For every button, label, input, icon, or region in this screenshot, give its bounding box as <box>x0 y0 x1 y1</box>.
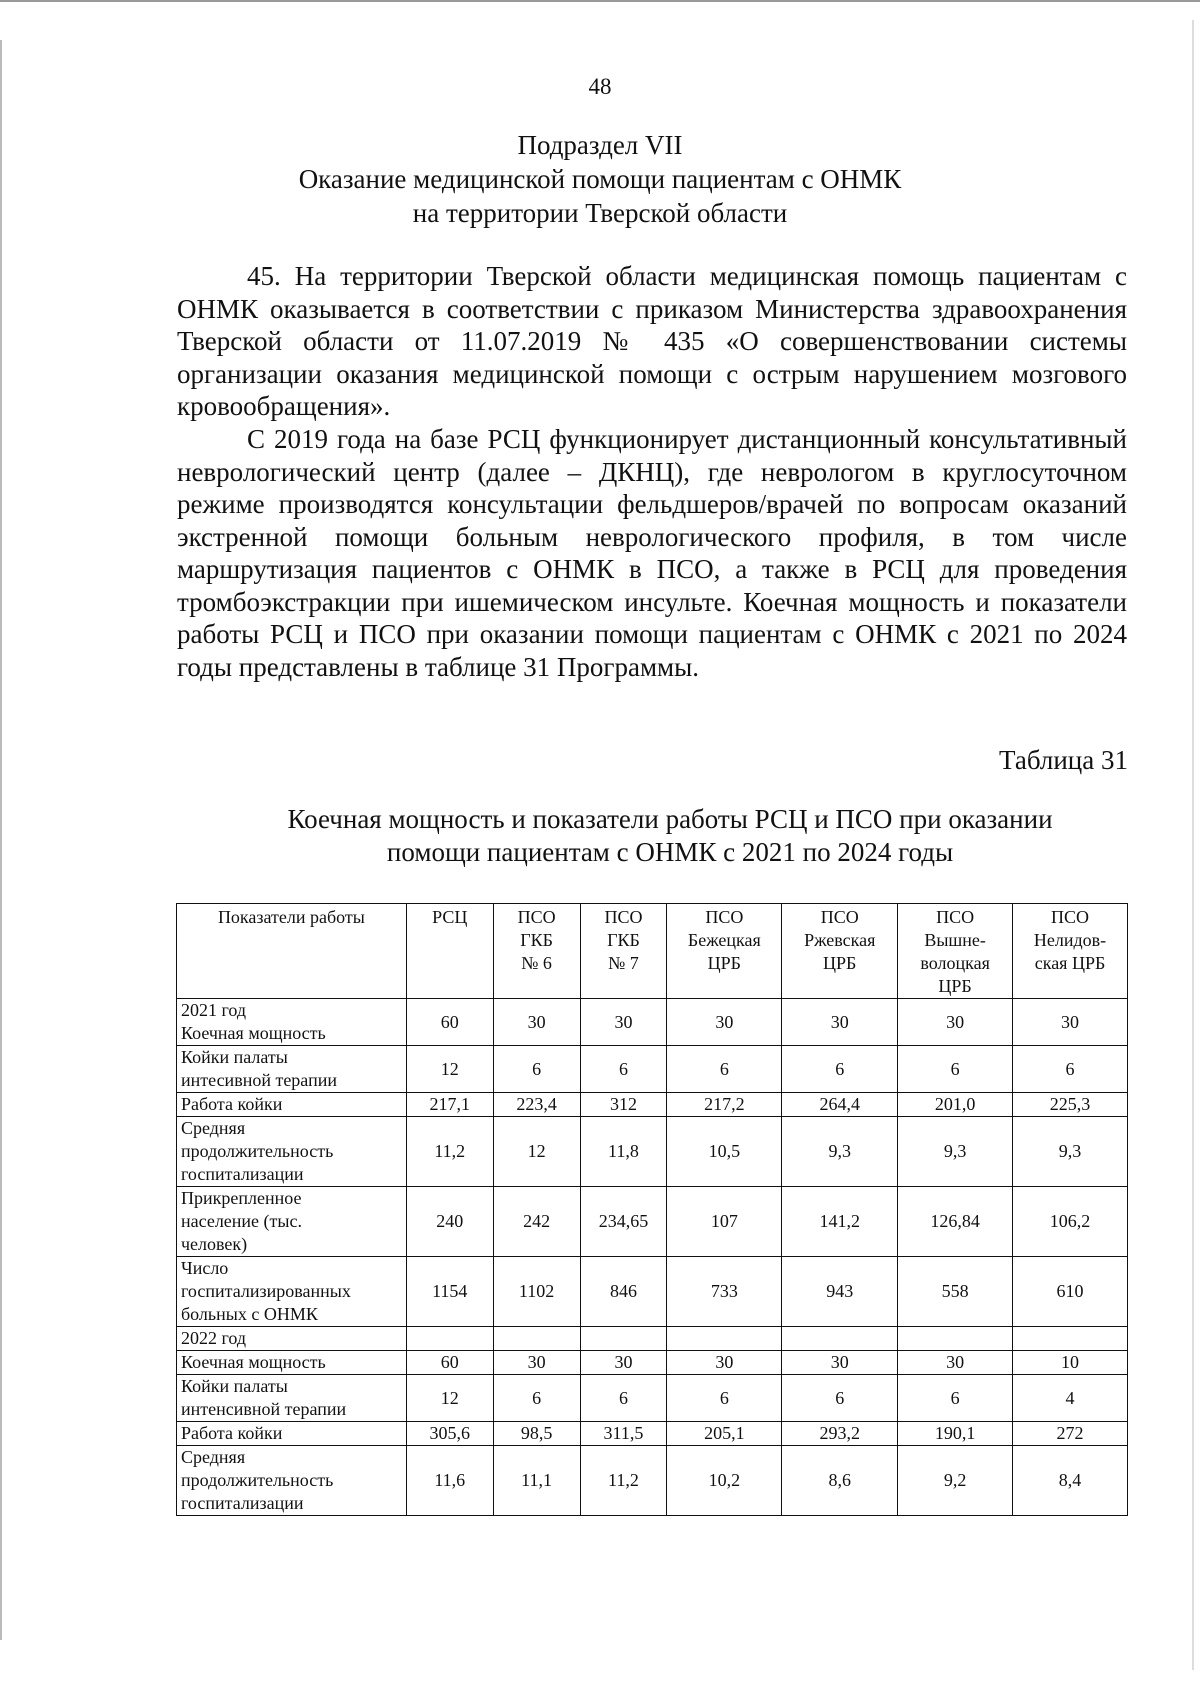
scan-edge-top <box>0 0 1200 2</box>
table-cell: 6 <box>898 1375 1013 1422</box>
table-cell: 610 <box>1013 1257 1128 1327</box>
row-label-line: Коечная мощность <box>181 1352 326 1372</box>
header-column <box>1013 904 1128 999</box>
table-row <box>177 1257 1128 1327</box>
table-cell: 30 <box>580 999 667 1046</box>
table-cell: 558 <box>898 1257 1013 1327</box>
table-cell: 30 <box>1013 999 1128 1046</box>
table-cell: 6 <box>493 1046 580 1093</box>
table-cell: 4 <box>1013 1375 1128 1422</box>
row-label-line: Койки палаты <box>181 1047 288 1067</box>
row-label-line: человек) <box>181 1234 248 1254</box>
header-line: РСЦ <box>432 907 468 927</box>
table-cell: 9,2 <box>898 1446 1013 1516</box>
table-cell: 264,4 <box>782 1093 898 1117</box>
header-column <box>406 904 493 999</box>
table-cell: 6 <box>667 1046 782 1093</box>
header-line: № 7 <box>608 953 639 973</box>
table-cell: 733 <box>667 1257 782 1327</box>
table-cell: 6 <box>782 1375 898 1422</box>
table-cell: 846 <box>580 1257 667 1327</box>
header-column <box>667 904 782 999</box>
table-cell <box>406 1327 493 1351</box>
table-header-row <box>177 904 1128 999</box>
row-label <box>177 1093 407 1117</box>
row-label-line: Число <box>181 1258 229 1278</box>
table-cell: 11,1 <box>493 1446 580 1516</box>
table-cell: 9,3 <box>782 1117 898 1187</box>
table-cell: 12 <box>406 1046 493 1093</box>
row-label-line: больных с ОНМК <box>181 1304 318 1324</box>
table-cell: 30 <box>667 999 782 1046</box>
row-label <box>177 1351 407 1375</box>
header-line: ПСО <box>820 907 859 927</box>
header-column <box>898 904 1013 999</box>
caption-line-1: Коечная мощность и показатели работы РСЦ и ПСО при оказании <box>287 804 1053 834</box>
row-label <box>177 1375 407 1422</box>
table-row <box>177 1046 1128 1093</box>
header-line: ЦРБ <box>938 976 972 996</box>
header-line: Нелидов- <box>1033 930 1107 950</box>
row-label <box>177 1046 407 1093</box>
table-cell: 11,2 <box>580 1446 667 1516</box>
header-indicator <box>177 904 407 999</box>
table-cell: 234,65 <box>580 1187 667 1257</box>
header-line: № 6 <box>521 953 552 973</box>
row-label-line: госпитализации <box>181 1493 304 1513</box>
table-row <box>177 999 1128 1046</box>
paragraph-45 <box>177 260 1127 423</box>
table-cell: 60 <box>406 1351 493 1375</box>
table-cell: 12 <box>493 1117 580 1187</box>
header-line: ЦРБ <box>823 953 857 973</box>
paragraph-text: С 2019 года на базе РСЦ функционирует дистанционный консультативный неврологический центр (далее – ДКНЦ), где неврологом в круглосуточном режиме производятся консультации фельдшеров/врачей по вопросам оказаний экстренной помощи больным неврологического профиля, в том числе маршрутизация пациентов с ОНМК в ПСО, а также в РСЦ для проведения тромбоэкстракции при ишемическом инсульте. Коечная мощность и показатели работы РСЦ и ПСО при оказании помощи пациентам с ОНМК с 2021 по 2024 годы представлены в таблице 31 Программы. <box>177 424 1127 682</box>
table-cell: 11,6 <box>406 1446 493 1516</box>
row-label-line: продолжительность <box>181 1141 334 1161</box>
table-cell: 190,1 <box>898 1422 1013 1446</box>
table-cell: 60 <box>406 999 493 1046</box>
table-cell: 6 <box>580 1046 667 1093</box>
header-line: Показатели работы <box>217 907 365 927</box>
table-cell <box>493 1327 580 1351</box>
section-heading <box>0 128 1200 230</box>
heading-line-1: Подраздел VII <box>517 130 683 160</box>
row-label <box>177 1187 407 1257</box>
table-cell <box>1013 1327 1128 1351</box>
row-label-line: Койки палаты <box>181 1376 288 1396</box>
table-cell: 6 <box>782 1046 898 1093</box>
table-cell: 10,5 <box>667 1117 782 1187</box>
caption-line-2: помощи пациентам с ОНМК с 2021 по 2024 годы <box>386 837 954 867</box>
table-cell: 311,5 <box>580 1422 667 1446</box>
header-line: Бежецкая <box>687 930 761 950</box>
header-line: ПСО <box>705 907 744 927</box>
row-label-line: население (тыс. <box>181 1211 302 1231</box>
table-cell: 943 <box>782 1257 898 1327</box>
header-line: ЦРБ <box>707 953 742 973</box>
scan-edge-right <box>1192 20 1194 1670</box>
header-line: Ржевская <box>804 930 876 950</box>
header-column <box>493 904 580 999</box>
table-cell: 141,2 <box>782 1187 898 1257</box>
table-cell: 6 <box>580 1375 667 1422</box>
table-row <box>177 1187 1128 1257</box>
table-cell: 312 <box>580 1093 667 1117</box>
table-cell: 106,2 <box>1013 1187 1128 1257</box>
header-line: ская ЦРБ <box>1034 953 1106 973</box>
table-cell: 9,3 <box>898 1117 1013 1187</box>
stroke-care-table <box>176 903 1128 1516</box>
table-cell: 205,1 <box>667 1422 782 1446</box>
table-cell: 8,4 <box>1013 1446 1128 1516</box>
header-line: ПСО <box>936 907 975 927</box>
table-cell: 98,5 <box>493 1422 580 1446</box>
table-cell: 272 <box>1013 1422 1128 1446</box>
header-line: ПСО <box>517 907 556 927</box>
table-cell: 30 <box>782 1351 898 1375</box>
row-label-line: интенсивной терапии <box>181 1399 347 1419</box>
table-cell: 126,84 <box>898 1187 1013 1257</box>
header-line: волоцкая <box>920 953 990 973</box>
table-cell: 30 <box>898 999 1013 1046</box>
table-cell: 12 <box>406 1375 493 1422</box>
heading-line-2: Оказание медицинской помощи пациентам с ОНМК <box>298 164 902 194</box>
table-row <box>177 1093 1128 1117</box>
table-cell: 225,3 <box>1013 1093 1128 1117</box>
row-label <box>177 1117 407 1187</box>
header-line: ГКБ <box>607 930 640 950</box>
row-label-line: Средняя <box>181 1118 246 1138</box>
table-label: Таблица 31 <box>999 745 1128 775</box>
paragraph-dknc <box>177 423 1127 683</box>
scan-edge-left <box>0 40 2 1640</box>
table-cell: 10,2 <box>667 1446 782 1516</box>
table-row <box>177 1351 1128 1375</box>
table-cell: 11,8 <box>580 1117 667 1187</box>
table-cell: 8,6 <box>782 1446 898 1516</box>
table-row <box>177 1375 1128 1422</box>
table-cell: 6 <box>667 1375 782 1422</box>
table-cell: 30 <box>493 1351 580 1375</box>
table-cell: 201,0 <box>898 1093 1013 1117</box>
table-row <box>177 1117 1128 1187</box>
header-column <box>580 904 667 999</box>
row-label-line: Средняя <box>181 1447 246 1467</box>
table-cell: 217,2 <box>667 1093 782 1117</box>
header-line: ГКБ <box>520 930 553 950</box>
row-label <box>177 1446 407 1516</box>
row-label <box>177 1257 407 1327</box>
table-row <box>177 1327 1128 1351</box>
table-cell <box>782 1327 898 1351</box>
table-cell: 10 <box>1013 1351 1128 1375</box>
row-label <box>177 999 407 1046</box>
header-line: Вышне- <box>924 930 986 950</box>
table-cell: 107 <box>667 1187 782 1257</box>
heading-line-3: на территории Тверской области <box>412 198 788 228</box>
row-label-line: Прикрепленное <box>181 1188 302 1208</box>
table-row <box>177 1422 1128 1446</box>
row-label-line: 2021 год <box>181 1000 247 1020</box>
table-cell: 1154 <box>406 1257 493 1327</box>
table-cell: 6 <box>493 1375 580 1422</box>
table-cell: 30 <box>782 999 898 1046</box>
table-cell: 217,1 <box>406 1093 493 1117</box>
row-label-line: Работа койки <box>181 1094 283 1114</box>
table-cell: 30 <box>493 999 580 1046</box>
table-cell <box>667 1327 782 1351</box>
paragraph-text: 45. На территории Тверской области медицинская помощь пациентам с ОНМК оказывается в соответствии с приказом Министерства здравоохранения Тверской области от 11.07.2019 № 435 «О совершенствовании системы организации оказания медицинской помощи с острым нарушением мозгового кровообращения». <box>177 261 1127 421</box>
table-cell: 6 <box>1013 1046 1128 1093</box>
table-cell <box>898 1327 1013 1351</box>
table-cell: 1102 <box>493 1257 580 1327</box>
row-label-line: Работа койки <box>181 1423 283 1443</box>
table-cell: 293,2 <box>782 1422 898 1446</box>
table-cell: 305,6 <box>406 1422 493 1446</box>
table-cell: 9,3 <box>1013 1117 1128 1187</box>
table-cell <box>580 1327 667 1351</box>
row-label-line: госпитализированных <box>181 1281 351 1301</box>
header-line: ПСО <box>1051 907 1090 927</box>
header-line: ПСО <box>604 907 643 927</box>
header-column <box>782 904 898 999</box>
row-label <box>177 1422 407 1446</box>
row-label-line: интесивной терапии <box>181 1070 337 1090</box>
table-cell: 6 <box>898 1046 1013 1093</box>
row-label <box>177 1327 407 1351</box>
table-row <box>177 1446 1128 1516</box>
table-cell: 242 <box>493 1187 580 1257</box>
table-cell: 11,2 <box>406 1117 493 1187</box>
table-cell: 30 <box>898 1351 1013 1375</box>
row-label-line: Коечная мощность <box>181 1023 326 1043</box>
page-number: 48 <box>588 74 612 99</box>
row-label-line: 2022 год <box>181 1328 247 1348</box>
table-cell: 240 <box>406 1187 493 1257</box>
table-cell: 223,4 <box>493 1093 580 1117</box>
row-label-line: госпитализации <box>181 1164 304 1184</box>
table-caption <box>250 803 1090 869</box>
row-label-line: продолжительность <box>181 1470 334 1490</box>
table-cell: 30 <box>580 1351 667 1375</box>
table-cell: 30 <box>667 1351 782 1375</box>
